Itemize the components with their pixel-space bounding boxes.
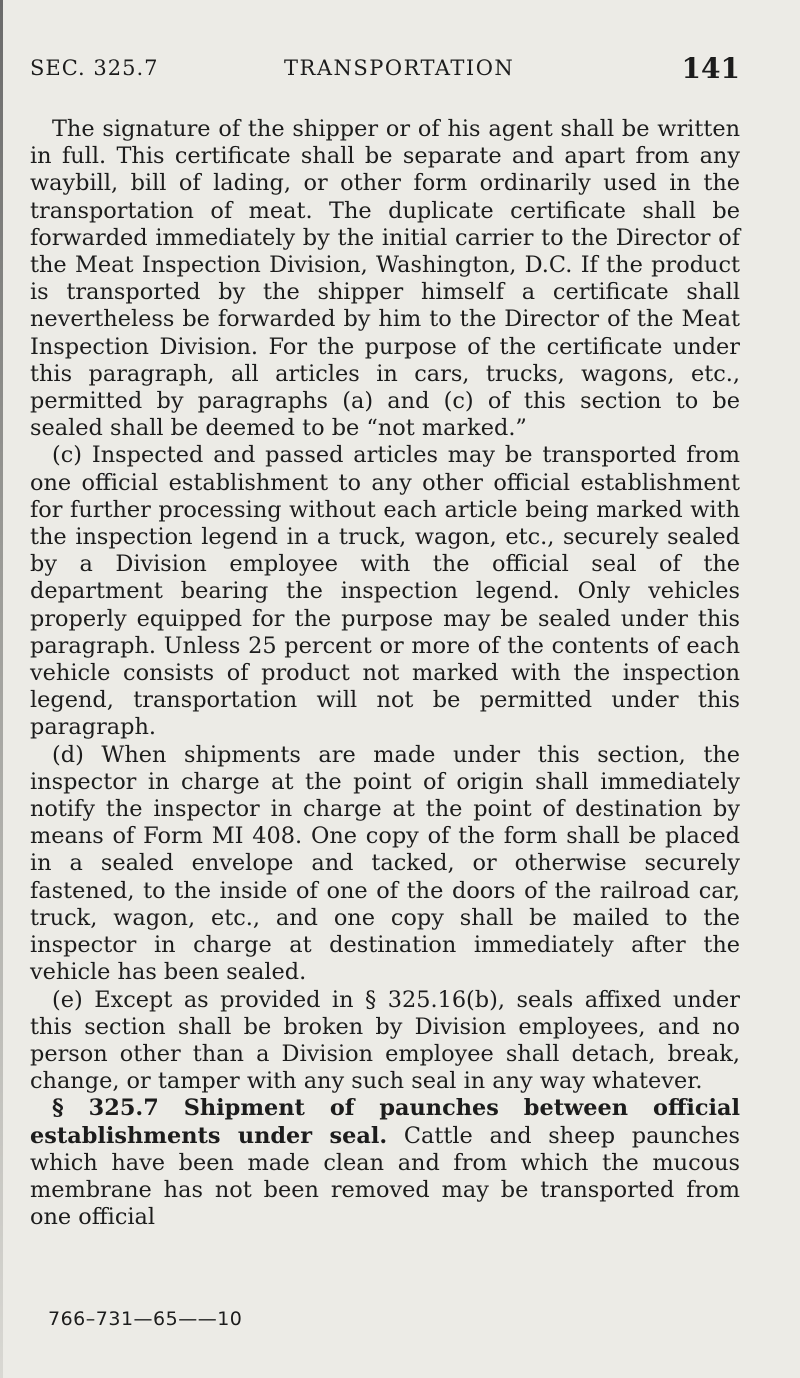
section-325-7-text: Cattle and sheep paunches which have been made clean and from which the mucous membrane has not been removed may be transported from one official	[30, 1122, 740, 1231]
running-head-section: SEC. 325.7	[30, 56, 159, 80]
page-binding-edge	[0, 0, 3, 1378]
page-number: 141	[681, 52, 740, 85]
running-head-title: TRANSPORTATION	[284, 56, 515, 80]
section-325-7	[30, 1095, 740, 1231]
paragraph-c: (c) Inspected and passed articles may be transported from one official establishment to any other official establishment for further processing without each article being marked with the inspection legend in a truck, wagon, etc., securely sealed by a Division employee with the official seal of the department bearing the inspection legend. Only vehicles properly equipped for the purpose may be sealed under this paragraph. Unless 25 percent or more of the contents of each vehicle consists of product not marked with the inspection legend, transportation will not be permitted under this paragraph.	[30, 442, 740, 741]
paragraph-e: (e) Except as provided in § 325.16(b), seals affixed under this section shall be broken by Division employees, and no person other than a Division employee shall detach, break, change, or tamper with any such seal in any way whatever.	[30, 986, 740, 1095]
running-head	[30, 52, 740, 86]
paragraph-continuation: The signature of the shipper or of his agent shall be written in full. This certificate shall be separate and apart from any waybill, bill of lading, or other form ordinarily used in the transportation of meat. The duplicate certificate shall be forwarded immediately by the initial carrier to the Director of the Meat Inspection Division, Washington, D.C. If the product is transported by the shipper himself a certificate shall nevertheless be forwarded by him to the Director of the Meat Inspection Division. For the purpose of the certificate under this paragraph, all articles in cars, trucks, wagons, etc., permitted by paragraphs (a) and (c) of this section to be sealed shall be deemed to be “not marked.”	[30, 116, 740, 442]
paragraph-d: (d) When shipments are made under this section, the inspector in charge at the point of origin shall immediately notify the inspector in charge at the point of destination by means of Form MI 408. One copy of the form shall be placed in a sealed envelope and tacked, or otherwise securely fastened, to the inside of one of the doors of the railroad car, truck, wagon, etc., and one copy shall be mailed to the inspector in charge at destination immediately after the vehicle has been sealed.	[30, 741, 740, 986]
section-325-7-heading: § 325.7 Shipment of paunches between official establishments under seal.	[30, 1095, 740, 1149]
print-signature-code: 766–731—65——10	[48, 1308, 243, 1330]
body-text	[30, 116, 740, 1231]
